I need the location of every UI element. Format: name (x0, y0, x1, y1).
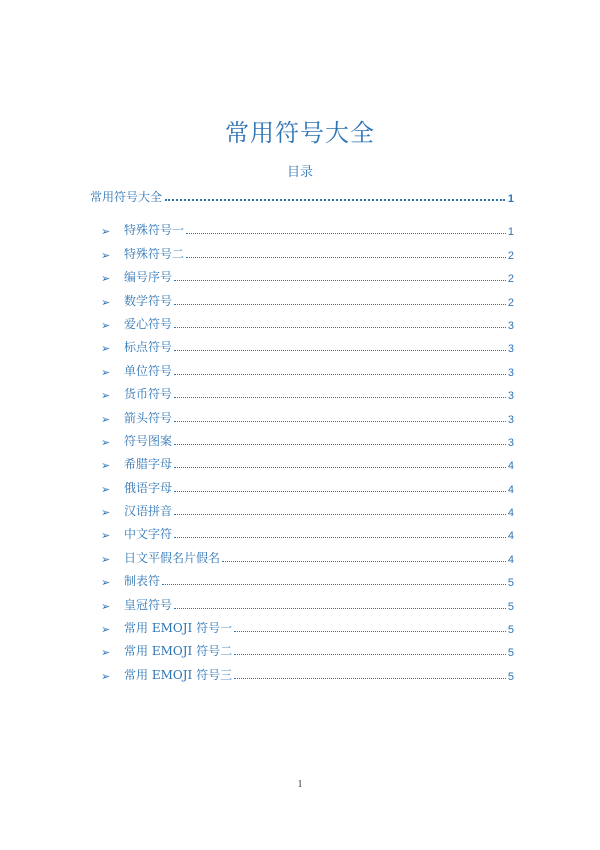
toc-item-page: 3 (507, 390, 514, 403)
toc-item-label: 希腊字母 (124, 457, 173, 472)
toc-item-label: 箭头符号 (124, 410, 173, 425)
toc-item-page: 4 (507, 530, 514, 543)
toc-item-page: 4 (507, 507, 514, 520)
toc-item-page: 2 (507, 273, 514, 286)
toc-item-label: 常用 EMOJI 符号三 (124, 667, 233, 682)
arrow-bullet-icon: ➢ (101, 272, 111, 286)
toc-dot-leader (174, 467, 506, 468)
toc-item-page: 2 (507, 296, 514, 309)
arrow-bullet-icon: ➢ (101, 552, 111, 566)
arrow-bullet-icon: ➢ (101, 342, 111, 356)
arrow-bullet-icon: ➢ (101, 459, 111, 473)
toc-item[interactable] (101, 379, 514, 402)
toc-dot-leader (174, 350, 506, 351)
toc-item-label: 爱心符号 (124, 316, 173, 331)
toc-item-page: 3 (507, 319, 514, 332)
toc-item-label: 符号图案 (124, 433, 173, 448)
toc-item[interactable] (101, 613, 514, 636)
arrow-bullet-icon: ➢ (101, 365, 111, 379)
arrow-bullet-icon: ➢ (101, 482, 111, 496)
arrow-bullet-icon: ➢ (101, 529, 111, 543)
toc-item-page: 2 (507, 249, 514, 262)
toc-item[interactable] (101, 636, 514, 659)
toc-item-label: 数学符号 (124, 293, 173, 308)
toc-dot-leader (234, 678, 506, 679)
toc-item-page: 5 (507, 577, 514, 590)
footer-page-number: 1 (297, 779, 303, 790)
toc-item[interactable] (101, 262, 514, 285)
toc-dot-leader (174, 514, 506, 515)
toc-item-page: 3 (507, 413, 514, 426)
arrow-bullet-icon: ➢ (101, 646, 111, 660)
toc-dot-leader (174, 421, 506, 422)
toc-dot-leader (174, 304, 506, 305)
toc-dot-leader (174, 608, 506, 609)
arrow-bullet-icon: ➢ (101, 225, 111, 239)
toc-item-page: 4 (507, 553, 514, 566)
toc-dot-leader (174, 327, 506, 328)
toc-item-label: 标点符号 (124, 340, 173, 355)
toc-item[interactable] (101, 566, 514, 589)
toc-item[interactable] (101, 215, 514, 238)
toc-dot-leader (222, 561, 506, 562)
toc-item-page: 3 (507, 436, 514, 449)
toc-heading: 目录 (286, 165, 313, 180)
toc-dot-leader (186, 233, 506, 234)
toc-item[interactable] (101, 402, 514, 425)
arrow-bullet-icon: ➢ (101, 506, 111, 520)
arrow-bullet-icon: ➢ (101, 576, 111, 590)
toc-item-label: 货币符号 (124, 387, 173, 402)
toc-item-label: 常用 EMOJI 符号一 (124, 621, 233, 636)
toc-item[interactable] (101, 285, 514, 308)
toc-item-label: 俄语字母 (124, 480, 173, 495)
toc-dot-leader (234, 654, 506, 655)
toc-item-page: 3 (507, 343, 514, 356)
arrow-bullet-icon: ➢ (101, 318, 111, 332)
toc-item[interactable] (101, 589, 514, 612)
toc-item-page: 5 (507, 670, 514, 683)
toc-dot-leader (174, 374, 506, 375)
toc-item[interactable] (101, 659, 514, 682)
toc-item[interactable] (101, 238, 514, 261)
toc-dot-leader (174, 397, 506, 398)
toc-item[interactable] (101, 519, 514, 542)
toc-item-page: 1 (507, 226, 514, 239)
toc-list (101, 215, 514, 683)
toc-item[interactable] (101, 426, 514, 449)
toc-item[interactable] (101, 542, 514, 565)
toc-item-label: 特殊符号一 (124, 223, 185, 238)
toc-dot-leader (162, 584, 506, 585)
toc-dot-leader (165, 199, 505, 201)
arrow-bullet-icon: ➢ (101, 435, 111, 449)
arrow-bullet-icon: ➢ (101, 389, 111, 403)
toc-item-page: 4 (507, 460, 514, 473)
toc-dot-leader (174, 537, 506, 538)
toc-item-page: 4 (507, 483, 514, 496)
arrow-bullet-icon: ➢ (101, 248, 111, 262)
toc-item-label: 常用 EMOJI 符号二 (124, 644, 233, 659)
toc-item[interactable] (101, 496, 514, 519)
arrow-bullet-icon: ➢ (101, 669, 111, 683)
toc-item-label: 汉语拼音 (124, 504, 173, 519)
toc-item[interactable] (101, 449, 514, 472)
toc-item[interactable] (101, 332, 514, 355)
toc-entry-label: 常用符号大全 (90, 190, 163, 204)
toc-item-label: 编号序号 (124, 270, 173, 285)
toc-item[interactable] (101, 472, 514, 495)
toc-item-label: 中文字符 (124, 527, 173, 542)
arrow-bullet-icon: ➢ (101, 623, 111, 637)
toc-dot-leader (186, 257, 506, 258)
toc-item[interactable] (101, 309, 514, 332)
toc-item-page: 3 (507, 366, 514, 379)
toc-item-label: 日文平假名片假名 (124, 550, 221, 565)
toc-entry-page: 1 (507, 193, 514, 205)
toc-item-page: 5 (507, 647, 514, 660)
toc-item-label: 制表符 (124, 574, 161, 589)
toc-item-page: 5 (507, 624, 514, 637)
arrow-bullet-icon: ➢ (101, 599, 111, 613)
toc-item-label: 特殊符号二 (124, 246, 185, 261)
arrow-bullet-icon: ➢ (101, 412, 111, 426)
toc-item[interactable] (101, 355, 514, 378)
toc-item-label: 皇冠符号 (124, 597, 173, 612)
toc-dot-leader (174, 491, 506, 492)
toc-dot-leader (174, 280, 506, 281)
arrow-bullet-icon: ➢ (101, 295, 111, 309)
document-title: 常用符号大全 (225, 119, 375, 147)
toc-entry-main[interactable] (90, 187, 514, 205)
toc-dot-leader (234, 631, 506, 632)
toc-dot-leader (174, 444, 506, 445)
toc-item-label: 单位符号 (124, 363, 173, 378)
toc-item-page: 5 (507, 600, 514, 613)
